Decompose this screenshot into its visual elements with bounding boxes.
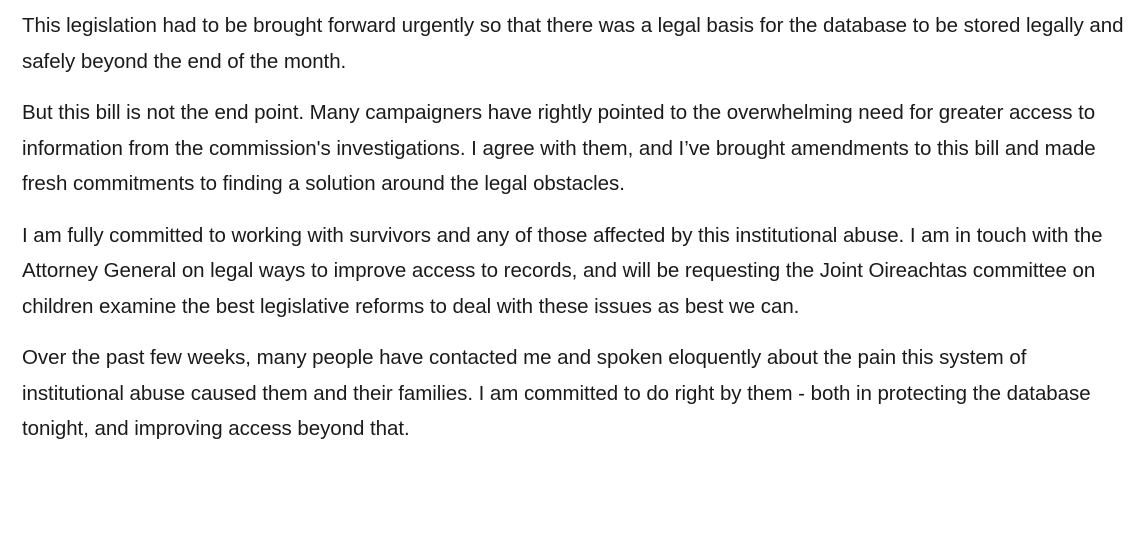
paragraph-3: I am fully committed to working with survivors and any of those affected by this institutional abuse. I am in touch with the Attorney General on legal ways to improve access to records, and will be requesting the Joint Oireachtas committee on children examine the best legislative reforms to deal with these issues as best we can. xyxy=(22,223,1103,318)
paragraph-1: This legislation had to be brought forward urgently so that there was a legal basis for the database to be stored legally and safely beyond the end of the month. xyxy=(22,14,1124,73)
paragraph-4: Over the past few weeks, many people have contacted me and spoken eloquently about the pain this system of institutional abuse caused them and their families. I am committed to do right by them - both in protecting the database tonight, and improving access beyond that. xyxy=(22,346,1091,440)
document-body xyxy=(22,8,1130,463)
paragraph-2: But this bill is not the end point. Many campaigners have rightly pointed to the overwhelming need for greater access to information from the commission's investigations. I agree with them, and I’ve brought amendments to this bill and made fresh commitments to finding a solution around the legal obstacles. xyxy=(22,101,1096,195)
